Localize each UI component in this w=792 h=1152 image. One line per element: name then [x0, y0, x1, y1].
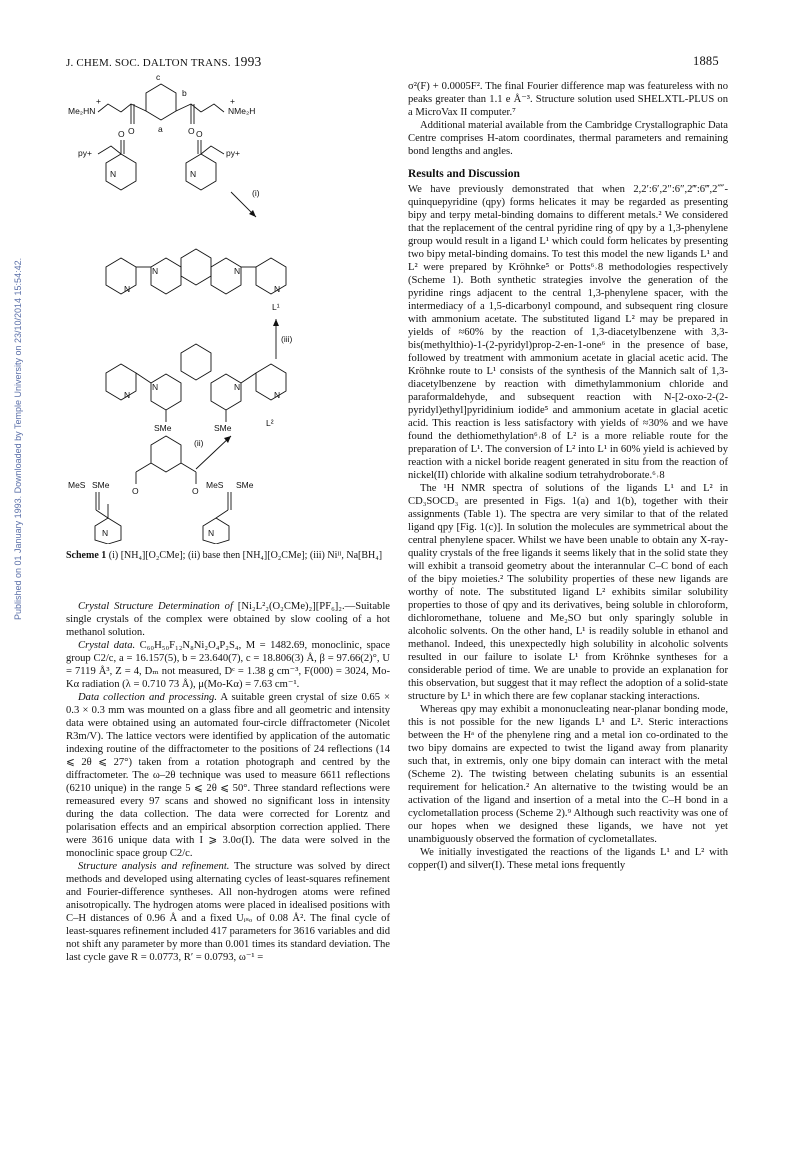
download-watermark [2, 60, 23, 620]
label-step-2: (ii) [194, 438, 204, 448]
oxygen-6: O [192, 486, 199, 496]
data-collection-text: A suitable green crystal of size 0.65 × 0.3 × 0.3 mm was mounted on a glass fibre and all geometric and intensity data were obtained using an automated four-circle diffractometer (Nicolet R3m/V). The lattice vectors were identified by application of the automatic indexing routine of the diffractometer to the positions of 24 reflections (14 ⩽ 2θ ⩽ 27°) taken from a rotation photograph and centred by the diffractometer. The ω–2θ technique was used to measure 6611 reflections (6210 unique) in the range 5 ⩽ 2θ ⩽ 50°. Three standard reflections were remeasured every 97 scans and showed no significant loss in intensity during the data collection. The data were corrected for Lorentz and polarisation effects and an empirical absorption correction applied. There were 3616 unique data with I ⩾ 3.0σ(I). The data were solved in the monoclinic space group C2/c. [66, 692, 390, 859]
label-b: b [182, 88, 187, 98]
data-collection-heading: Data collection and processing. [78, 692, 217, 703]
structure-analysis-text: The structure was solved by direct methods and developed using alternating cycles of least-squares refinement and Fourier-difference syntheses. All non-hydrogen atoms were refined anisotropically. The hydrogen atoms were placed in idealised positions with C–H distances of 0.96 Å and a fixed Uᵢₛₒ of 0.08 Å². The final cycle of least-squares refinement included 417 parameters for 3616 variables and did not shift any parameter by more than 0.001 times its standard deviation. The last cycle gave R = 0.0773, R′ = 0.0793, ω⁻¹ = [66, 861, 391, 963]
journal-year: 1993 [233, 54, 262, 69]
n-label-10: N [274, 390, 281, 400]
crystal-structure-heading: Crystal Structure Determination of [78, 601, 233, 612]
label-step-3: (iii) [281, 334, 293, 344]
crystal-structure-text: —Suitable single crystals of the complex were obtained by slow cooling of a hot methanol solution. [66, 601, 390, 638]
right-column [408, 80, 728, 872]
structure-analysis-paragraph [66, 860, 390, 964]
additional-material-paragraph: Additional material available from the Cambridge Crystallographic Data Centre comprises H-atom coordinates, thermal parameters and remaining bond lengths and angles. [408, 120, 728, 157]
n-label-8: N [234, 382, 241, 392]
amine-right: NMe₂H [228, 106, 256, 116]
diacetylbenzene-structure [132, 436, 199, 496]
label-step-1: (i) [252, 188, 260, 198]
n-label-5: N [124, 284, 131, 294]
crystal-data-text: C₆₀H₅₀F₁₂N₈Ni₂O₄P₂S₄, M = 1482.69, monoclinic, space group C2/c, a = 16.157(5), b = 23.640(7), c = 18.806(3) Å, β = 97.66(2)°, U = 7119 Å³, Z = 4, Dₘ not measured, Dᶜ = 1.38 g cm⁻³, F(000) = 3024, Mo-Kα radiation (λ = 0.710 73 Å), μ(Mo-Kα) = 7.63 cm⁻¹. [66, 640, 390, 690]
results-paragraph-1: We have previously demonstrated that when 2,2′:6′,2″:6″,2‴:6‴,2⁗-quinquepyridine (qpy) forms helicates it may be regarded as presenting bipy and terpy metal-binding domains to different metals.² We considered that the replacement of the central pyridine ring of qpy by a 1,3-phenylene group would result in a ligand L¹ which could form helicates by presenting two bipy metal-binding domains. To test this model the new ligands L¹ and L² were prepared by Kröhnke⁵ or Potts⁶˒8 methodologies respectively (Scheme 1). Both synthetic strategies involve the generation of the pyridine rings adjacent to the central 1,3-phenylene spacer, with the intermediacy of a 1,5-dicarbonyl compound, and subsequent ring closure with ammonium acetate. The substituted ligand L² may be prepared in yields of ≈60% by the reaction of 1,3-diacetylbenzene with 3,3-bis(methylthio)-1-(2-pyridyl)prop-2-en-1-one⁶ in the presence of base, followed by treatment with ammonium acetate in glacial acetic acid. The Kröhnke route to L¹ consists of the synthesis of the Mannich salt of 1,3-diacetylbenzene by reaction with dimethylammonium chloride and paraformaldehyde, and subsequent reaction with N-[2-oxo-2-(2-pyridyl)ethyl]pyridinium iodide⁵ and ammonium acetate in glacial acetic acid. This reaction is less satisfactory with yields of ≈30% and we have found the dethiomethylation⁶˒8 of L² is a more reliable route for the preparation of L¹. The conversion of L² into L¹ in 60% yield is achieved by reaction with a nickel boride reagent generated in situ from the reaction of nickel(II) chloride with alkaline sodium tetrahydroborate.⁶˒8 [408, 184, 728, 481]
pyridinium-ketone-left [78, 129, 136, 190]
reaction-scheme [66, 74, 396, 544]
n-label-11: N [102, 528, 109, 538]
n-label-3: N [152, 266, 159, 276]
ligand-L2-structure [106, 344, 286, 433]
oxygen-5: O [132, 486, 139, 496]
crystal-data-paragraph [66, 639, 390, 691]
n-label-7: N [152, 382, 159, 392]
py-left: py+ [78, 148, 92, 158]
amine-left: Me₂HN [68, 106, 96, 116]
mes-1: MeS [68, 480, 86, 490]
label-a: a [158, 124, 163, 134]
journal-name: J. CHEM. SOC. DALTON TRANS. [66, 57, 231, 69]
ligand-L1-structure [106, 249, 286, 312]
n-label-1: N [110, 169, 117, 179]
running-header [66, 54, 262, 70]
scheme-caption-title: Scheme 1 [66, 550, 107, 561]
label-L1: L¹ [272, 302, 280, 312]
sme-1: SMe [154, 423, 172, 433]
left-column [66, 600, 390, 964]
plus-left: + [96, 96, 101, 106]
mes-2: MeS [206, 480, 224, 490]
n-label-2: N [190, 169, 197, 179]
n-label-9: N [124, 390, 131, 400]
download-watermark-text: Published on 01 January 1993. Downloaded by Temple University on 23/10/2014 15:54:42. [13, 257, 23, 620]
section-heading-results: Results and Discussion [408, 168, 520, 180]
crystal-data-heading: Crystal data. [78, 640, 136, 651]
data-collection-paragraph [66, 691, 390, 860]
pyridinium-ketone-right [186, 129, 240, 190]
n-label-4: N [234, 266, 241, 276]
scheme-caption [66, 550, 390, 563]
mannich-salt-structure [68, 74, 255, 136]
complex-formula: [Ni₂L²₂(O₂CMe)₂][PF₆]₂. [232, 601, 345, 612]
label-c: c [156, 74, 161, 82]
oxygen-1: O [128, 126, 135, 136]
crystal-structure-paragraph [66, 600, 390, 639]
n-label-6: N [274, 284, 281, 294]
results-paragraph-3: Whereas qpy may exhibit a mononucleating near-planar bonding mode, this is not possible for the new ligands L¹ and L². Steric interactions between the Hᵃ of the phenylene ring and a metal ion co-ordinated to the two bipy domains are expected to twist the ligand away from planarity such that, in extremis, only one bipy domain can interact with the metal (Scheme 2). The twisting between chelating subunits is an essential requirement for helication.² An alternative to the twisting would be an activation of the ligand and insertion of a metal into the C–H bond in a cyclometallation process (Scheme 2).⁹ Although such reactivity was one of our hopes when we designed these ligands, we have not yet unambiguously observed the formation of cyclometallates. [408, 704, 728, 845]
py-right: py+ [226, 148, 240, 158]
sme-2: SMe [214, 423, 232, 433]
n-label-12: N [208, 528, 215, 538]
plus-right: + [230, 96, 235, 106]
scheme-caption-text: (i) [NH₄][O₂CMe]; (ii) base then [NH₄][O₂CMe]; (iii) Niᴵᴵ, Na[BH₄] [106, 550, 383, 561]
dithioacetal-left [68, 480, 121, 544]
oxygen-2: O [188, 126, 195, 136]
dithioacetal-right [203, 480, 254, 544]
label-L2: L² [266, 418, 274, 428]
results-paragraph-2: The ¹H NMR spectra of solutions of the ligands L¹ and L² in CD₃SOCD₃ are presented in Figs. 1(a) and 1(b), together with their assignments (Table 1). The spectra are very similar to that of the related ligand qpy [Fig. 1(c)]. In solution the molecules are symmetrical about the central phenylene spacer. Whilst we have been unable to obtain any X-ray-quality crystals of the free ligands it seems likely that in the solid state they will exhibit a transoid geometry about the interannular C–C bond of each of the bipy moieties.² The solubility properties of these new ligands are worthy of note. The substituted ligand L² exhibits similar solubility properties to those of qpy and its derivatives, being soluble in chloroform, dichloromethane, toluene and Me₂SO but only sparingly soluble in alcoholic solvents. On the other hand, L¹ is readily soluble in ethanol and methanol. Indeed, this unexpectedly high solubility in alcoholic solvents resulted in our failure to isolate L¹ from Kröhnke syntheses for a considerable period of time. We are unable to provide an explanation for this observation, but suggest that it may reflect the adoption of a solid-state structure by L¹ in which there are few coplanar stacking interactions. [408, 483, 728, 702]
sme-3: SMe [92, 480, 110, 490]
refinement-continuation: σ²(F) + 0.0005F². The final Fourier difference map was featureless with no peaks greater than 1.1 e Å⁻³. Structure solution used SHELXTL-PLUS on a MicroVax II computer.⁷ [408, 81, 728, 118]
structure-analysis-heading: Structure analysis and refinement. [78, 861, 230, 872]
page-number: 1885 [693, 54, 719, 68]
oxygen-3: O [118, 129, 125, 139]
scheme-1-figure [66, 74, 396, 544]
oxygen-4: O [196, 129, 203, 139]
sme-4: SMe [236, 480, 254, 490]
results-paragraph-4: We initially investigated the reactions of the ligands L¹ and L² with copper(I) and silver(I). These metal ions frequently [408, 847, 728, 871]
